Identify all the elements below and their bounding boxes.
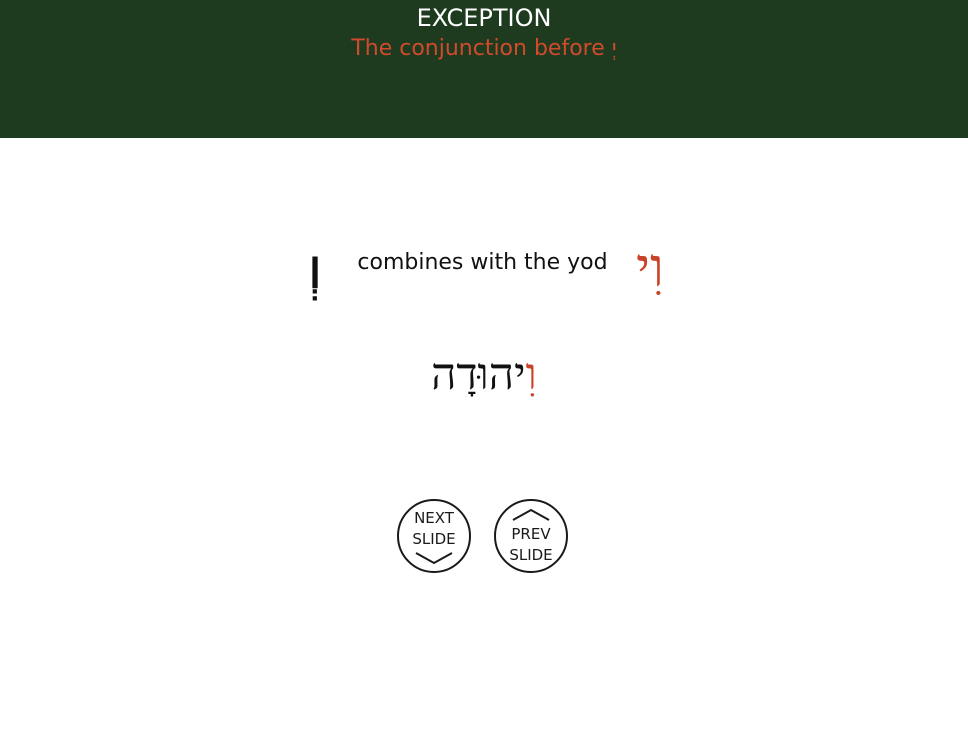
slide-subtitle [0, 35, 968, 63]
slide-header [0, 0, 968, 138]
vav-yod-combined-glyph: וִי [636, 236, 664, 299]
next-label-line2: SLIDE [412, 530, 456, 548]
next-slide-button[interactable] [397, 499, 471, 573]
slide-title: EXCEPTION [416, 4, 552, 32]
example-hebrew-word [384, 340, 584, 410]
combines-explanation: combines with the yod [357, 250, 608, 275]
next-label-line1: NEXT [414, 509, 454, 527]
subtitle-text: The conjunction before [351, 36, 605, 61]
chevron-up-icon [511, 508, 551, 522]
prev-label-line1: PREV [511, 525, 551, 543]
conjunction-prefix: וִ [525, 349, 537, 400]
chevron-down-icon [414, 551, 454, 565]
word-stem: יהוּדָה [431, 349, 526, 400]
vav-shewa-glyph: וְ [307, 234, 323, 302]
prev-slide-button[interactable] [494, 499, 568, 573]
prev-label-line2: SLIDE [509, 546, 553, 564]
subtitle-hebrew-glyph: יְ [611, 36, 617, 61]
